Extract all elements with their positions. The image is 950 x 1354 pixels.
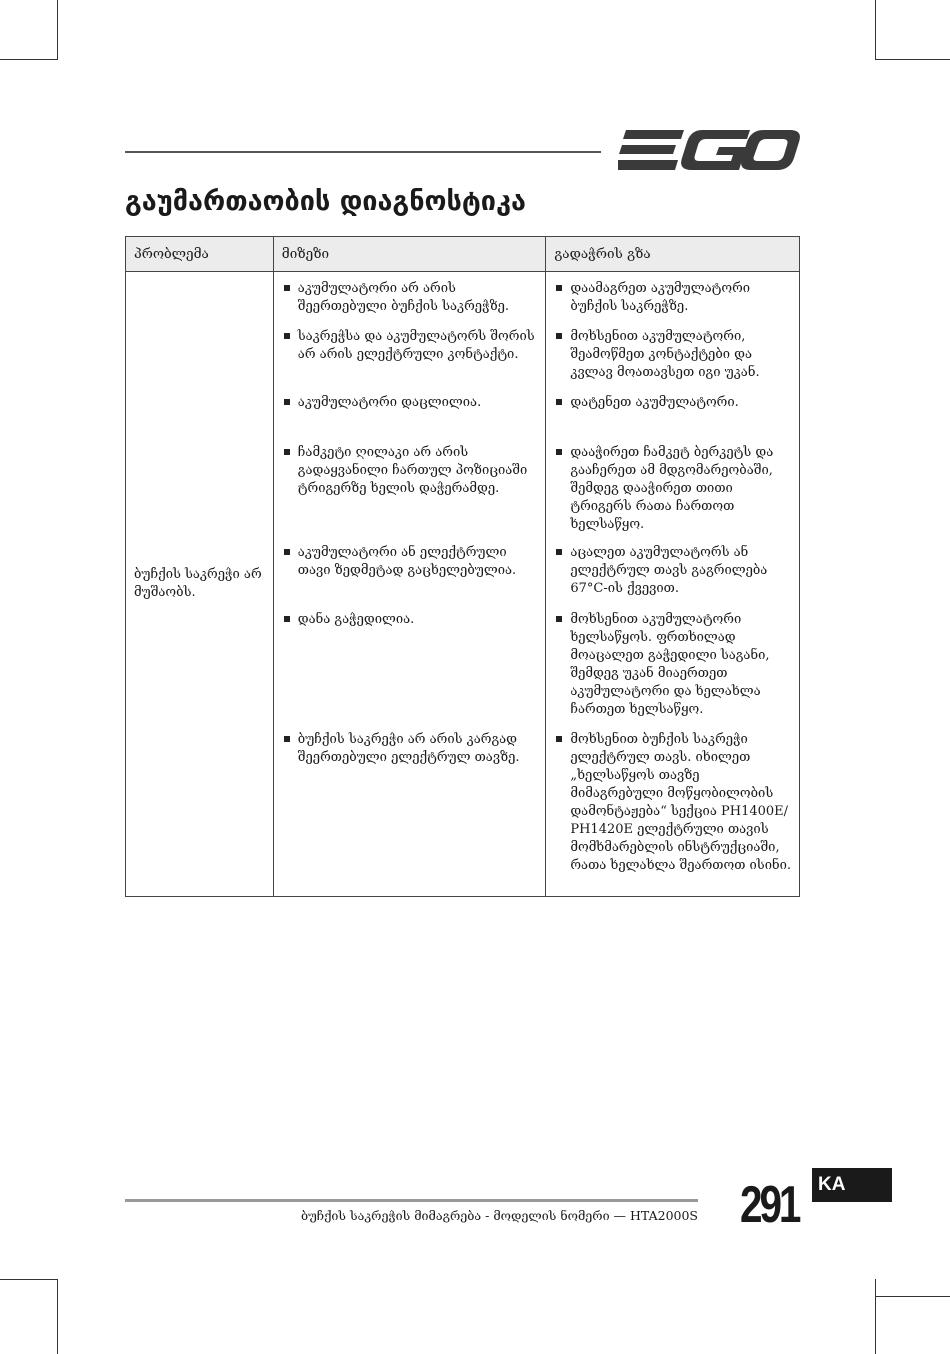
crop-mark <box>0 59 58 60</box>
crop-mark <box>875 1296 950 1297</box>
cause-item: ბუჩქის საკრეჭი არ არის კარგად შეერთებული ელექტრულ თავზე. <box>282 731 538 896</box>
crop-mark <box>875 1279 876 1354</box>
problem-cell: ბუჩქის საკრეჭი არ მუშაობს. <box>126 272 274 897</box>
table-header-row <box>126 237 800 272</box>
solution-item: მოხსენით ბუჩქის საკრეჭი ელექტრულ თავს. იხილეთ „ხელსაწყოს თავზე მიმაგრებული მოწყობილობის დამონტაჟება“ სექცია PH1400E/ PH1420E ელექტრული თავის მომხმარებლის ინსტრუქციაში, რათა ხელახლა შეართოთ ისინი. <box>554 731 791 896</box>
cause-item: დანა გაჭედილია. <box>282 611 538 731</box>
column-header-cause: მიზეზი <box>273 237 546 272</box>
cause-item: საკრეჭსა და აკუმულატორს შორის არ არის ელექტრული კონტაქტი. <box>282 328 538 394</box>
language-tab: KA <box>812 1168 892 1202</box>
solution-item: დატენეთ აკუმულატორი. <box>554 394 791 444</box>
page-title: გაუმართაობის დიაგნოსტიკა <box>125 186 526 217</box>
crop-mark <box>57 0 58 60</box>
solution-item: მოხსენით აკუმულატორი ხელსაწყოს. ფრთხილად მოაცალეთ გაჭედილი საგანი, შემდეგ უკან მიაერთეთ აკუმულატორი და ხელახლა ჩართეთ ხელსაწყო. <box>554 611 791 731</box>
footer-text: ბუჩქის საკრეჭის მიმაგრება - მოდელის ნომერი — HTA2000S <box>300 1208 698 1223</box>
solution-cell <box>546 272 800 897</box>
table-row <box>126 272 800 897</box>
cause-item: აკუმულატორი დაცლილია. <box>282 394 538 444</box>
cause-cell <box>273 272 546 897</box>
solution-item: მოხსენით აკუმულატორი, შეამოწმეთ კონტაქტები და კვლავ მოათავსეთ იგი უკან. <box>554 328 791 394</box>
crop-mark <box>57 1279 58 1354</box>
page-number: 291 <box>740 1176 799 1234</box>
column-header-solution: გადაჭრის გზა <box>546 237 800 272</box>
crop-mark <box>0 1279 58 1280</box>
solution-item: აცალეთ აკუმულატორს ან ელექტრულ თავს გაგრილება 67°C-ის ქვევით. <box>554 544 791 611</box>
crop-mark <box>875 59 950 60</box>
ego-logo <box>618 128 800 172</box>
solution-item: დაამაგრეთ აკუმულატორი ბუჩქის საკრეჭზე. <box>554 280 791 328</box>
column-header-problem: პრობლემა <box>126 237 274 272</box>
crop-mark <box>875 0 876 60</box>
cause-item: აკუმულატორი ან ელექტრული თავი ზედმეტად გაცხელებულია. <box>282 544 538 611</box>
solution-list <box>546 272 799 896</box>
cause-item: ჩამკეტი ღილაკი არ არის გადაყვანილი ჩართულ პოზიციაში ტრიგერზე ხელის დაჭერამდე. <box>282 444 538 544</box>
cause-list <box>274 272 546 896</box>
troubleshooting-table <box>125 236 800 897</box>
header-rule <box>125 151 601 153</box>
footer-rule <box>125 1199 698 1202</box>
cause-item: აკუმულატორი არ არის შეერთებული ბუჩქის საკრეჭზე. <box>282 280 538 328</box>
solution-item: დააჭირეთ ჩამკეტ ბერკეტს და გააჩერეთ ამ მდგომარეობაში, შემდეგ დააჭირეთ თითი ტრიგერს რათა ჩართოთ ხელსაწყო. <box>554 444 791 544</box>
